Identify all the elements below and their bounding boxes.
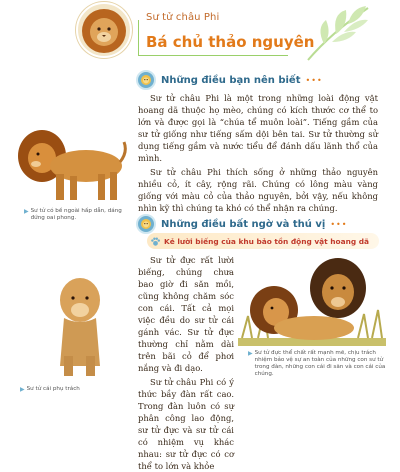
paragraph: Sư tử châu Phi có ý thức bầy đàn rất cao. Trong đàn luôn có sự phân công lao động, sư tử đực và sư tử cái có nhiệm vụ khác nhau: sư tử đực có cơ thể to lớn và khỏe xyxy=(138,377,234,471)
caption-text: Sư tử cái phụ trách xyxy=(26,386,80,392)
section-heading-2 xyxy=(136,214,347,234)
section-1-body xyxy=(138,92,378,214)
paw-icon xyxy=(150,236,161,247)
header-divider xyxy=(138,55,288,56)
section-dots: ••• xyxy=(305,75,323,85)
section-heading-1 xyxy=(136,70,323,90)
page-title: Bá chủ thảo nguyên xyxy=(146,33,315,51)
caption-female-lion xyxy=(20,386,130,393)
caption-lion-pair xyxy=(248,350,394,378)
paragraph: Sư tử châu Phi là một trong những loài động vật hoang dã thuộc họ mèo, chúng có kích thước cơ thể to lớn và được gọi là “chúa tể muôn loài”. Tiếng gầm của sư tử giống như tiếng sấm dội bên tai. Sư tử thường sử dụng tiếng gầm và nước tiểu để đánh dấu lãnh thổ của mình. xyxy=(138,93,378,163)
paragraph: Sư tử đực rất lười biếng, chúng chưa bao giờ đi săn mồi, cũng không chăm sóc con cái. Tất cả mọi việc đều do sư tử cái gánh vác. Sư tử đực thường chỉ nằm dài trên bãi cỏ để phơi nắng và đi dạo. xyxy=(138,255,234,373)
subheading-text: Kẻ lười biếng của khu bảo tồn động vật hoang dã xyxy=(164,237,369,246)
caption-male-lion xyxy=(24,208,134,222)
paragraph: Sư tử châu Phi thích sống ở những thảo nguyên nhiều cỏ, ít cây, rộng rãi. Chúng có lông màu vàng giống với màu cỏ của thảo nguyên, bởi vậy, nếu không nhìn kỹ thì chúng ta khó có thể nhận ra chúng. xyxy=(138,167,378,213)
leaf-decoration-icon xyxy=(302,2,374,64)
section-dots: ••• xyxy=(330,219,348,229)
section-title: Những điều bạn nên biết xyxy=(161,74,301,86)
section-title: Những điều bất ngờ và thú vị xyxy=(161,218,326,230)
male-lion-image xyxy=(12,122,128,206)
caption-marker-icon: ▶ xyxy=(24,208,29,215)
lion-head-icon xyxy=(136,214,156,234)
header-divider-vertical xyxy=(138,20,139,56)
caption-marker-icon: ▶ xyxy=(248,350,253,357)
lion-pair-image xyxy=(238,254,386,346)
lion-head-icon xyxy=(136,70,156,90)
lion-avatar-icon xyxy=(78,4,130,56)
header-lion-avatar xyxy=(76,2,132,58)
section-2-body xyxy=(138,254,234,472)
female-lion-image xyxy=(40,270,120,378)
caption-text: Sư tử có bề ngoài hấp dẫn, dáng đứng oai phong. xyxy=(30,208,122,221)
header-subtitle: Sư tử châu Phi xyxy=(146,12,220,23)
caption-marker-icon: ▶ xyxy=(20,386,25,393)
caption-text: Sư tử đực thể chất rất mạnh mẽ, chịu trách nhiệm bảo vệ sự an toàn của những con sư tử trong đàn, những con cái đi săn và con cái của chúng. xyxy=(254,350,386,377)
subheading xyxy=(150,236,369,247)
